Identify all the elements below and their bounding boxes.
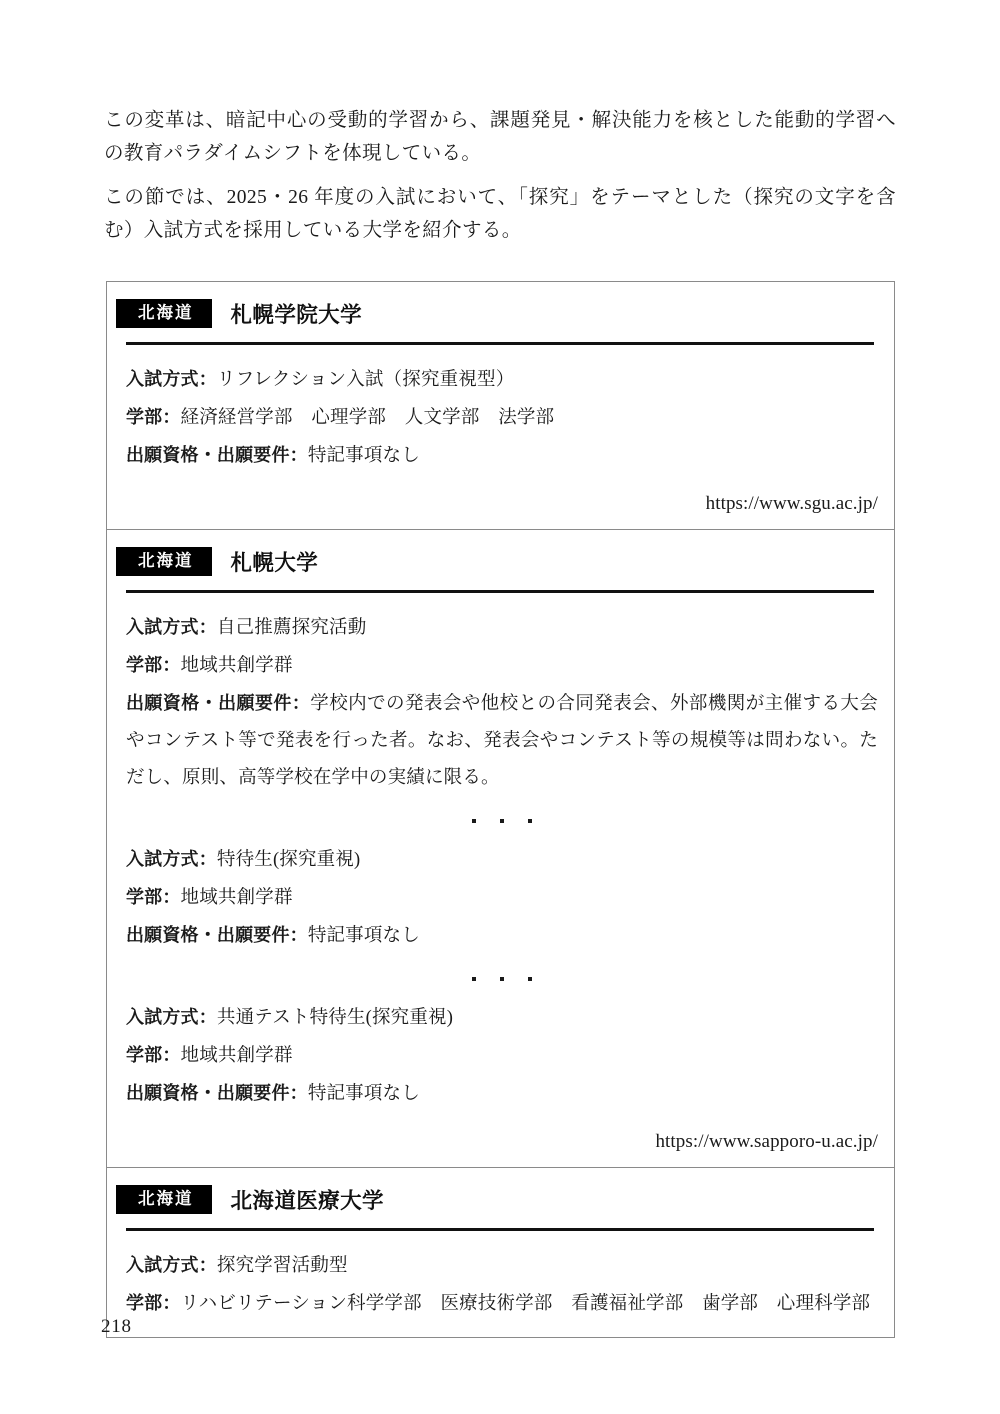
intro-paragraph-1: この変革は、暗記中心の受動的学習から、課題発見・解決能力を核とした能動的学習への教育パラダイムシフトを体現している。 [104, 110, 896, 164]
page-number: 218 [101, 1316, 132, 1337]
field-faculty-label: 学部： [126, 655, 181, 676]
admission-entry [126, 999, 878, 1113]
separator-dot [528, 819, 532, 823]
field-admission-method-value: リフレクション入試（探究重視型） [216, 370, 515, 390]
card-header [116, 1168, 882, 1219]
field-faculty-label: 学部： [126, 1293, 181, 1314]
card-header [116, 530, 882, 581]
entry-separator-dots [126, 803, 878, 839]
university-url[interactable]: https://www.sgu.ac.jp/ [705, 493, 878, 514]
field-faculty [126, 647, 878, 685]
intro-paragraph-2: この節では、2025・26 年度の入試において、「探究」をテーマとした（探究の文字を含む）入試方式を採用している大学を紹介する。 [104, 187, 896, 241]
field-admission-method-label: 入試方式： [126, 369, 217, 390]
field-admission-method-label: 入試方式： [126, 1255, 217, 1276]
field-faculty [126, 1285, 878, 1323]
university-name: 北海道医療大学 [230, 1189, 384, 1214]
university-card [107, 529, 894, 1167]
field-admission-method-value: 探究学習活動型 [216, 1256, 348, 1276]
field-admission-method [126, 361, 878, 399]
field-eligibility-label: 出願資格・出願要件： [126, 445, 308, 466]
card-body [116, 1231, 882, 1337]
university-card [107, 1167, 894, 1337]
field-admission-method [126, 999, 878, 1037]
field-admission-method-label: 入試方式： [126, 1007, 217, 1028]
field-admission-method [126, 841, 878, 879]
intro-section [104, 104, 896, 258]
field-eligibility-label: 出願資格・出願要件： [126, 925, 308, 946]
field-admission-method-value: 自己推薦探究活動 [216, 618, 367, 638]
university-name: 札幌大学 [230, 551, 319, 576]
field-faculty-value: 経済経営学部 心理学部 人文学部 法学部 [180, 408, 555, 428]
admission-entry [126, 841, 878, 955]
field-faculty [126, 879, 878, 917]
card-header [116, 282, 882, 333]
field-admission-method-label: 入試方式： [126, 617, 217, 638]
field-eligibility [126, 1075, 878, 1113]
university-list-frame [106, 281, 895, 1338]
field-admission-method [126, 1247, 878, 1285]
card-body [116, 345, 882, 485]
field-faculty [126, 1037, 878, 1075]
field-eligibility-value: 特記事項なし [307, 1084, 420, 1104]
field-eligibility [126, 685, 878, 797]
admission-entry [126, 361, 878, 475]
field-faculty-value: リハビリテーション科学学部 医療技術学部 看護福祉学部 歯学部 心理科学部 [180, 1294, 871, 1314]
field-faculty-value: 地域共創学群 [180, 1046, 293, 1066]
field-admission-method-label: 入試方式： [126, 849, 217, 870]
field-eligibility-label: 出願資格・出願要件： [126, 693, 311, 714]
field-eligibility [126, 437, 878, 475]
field-faculty [126, 399, 878, 437]
prefecture-badge: 北海道 [116, 1185, 212, 1214]
field-faculty-value: 地域共創学群 [180, 888, 293, 908]
field-faculty-label: 学部： [126, 1045, 181, 1066]
admission-entry [126, 609, 878, 797]
field-eligibility [126, 917, 878, 955]
card-body [116, 593, 882, 1123]
separator-dot [500, 977, 504, 981]
university-card [107, 282, 894, 529]
university-name: 札幌学院大学 [230, 303, 363, 328]
field-faculty-label: 学部： [126, 407, 181, 428]
field-admission-method-value: 共通テスト特待生(探究重視) [216, 1008, 454, 1028]
university-url[interactable]: https://www.sapporo-u.ac.jp/ [655, 1131, 878, 1152]
entry-separator-dots [126, 961, 878, 997]
separator-dot [472, 819, 476, 823]
field-eligibility-value: 特記事項なし [307, 926, 420, 946]
field-eligibility-value: 学校内での発表会や他校との合同発表会、外部機関が主催する大会やコンテスト等で発表を行った者。なお、発表会やコンテスト等の規模等は問わない。ただし、原則、高等学校在学中の実績に限る。 [126, 694, 878, 788]
prefecture-badge: 北海道 [116, 547, 212, 576]
field-eligibility-label: 出願資格・出願要件： [126, 1083, 308, 1104]
separator-dot [528, 977, 532, 981]
field-admission-method-value: 特待生(探究重視) [216, 850, 361, 870]
prefecture-badge: 北海道 [116, 299, 212, 328]
field-faculty-value: 地域共創学群 [180, 656, 293, 676]
field-admission-method [126, 609, 878, 647]
field-eligibility-value: 特記事項なし [307, 446, 420, 466]
separator-dot [500, 819, 504, 823]
admission-entry [126, 1247, 878, 1323]
separator-dot [472, 977, 476, 981]
field-faculty-label: 学部： [126, 887, 181, 908]
